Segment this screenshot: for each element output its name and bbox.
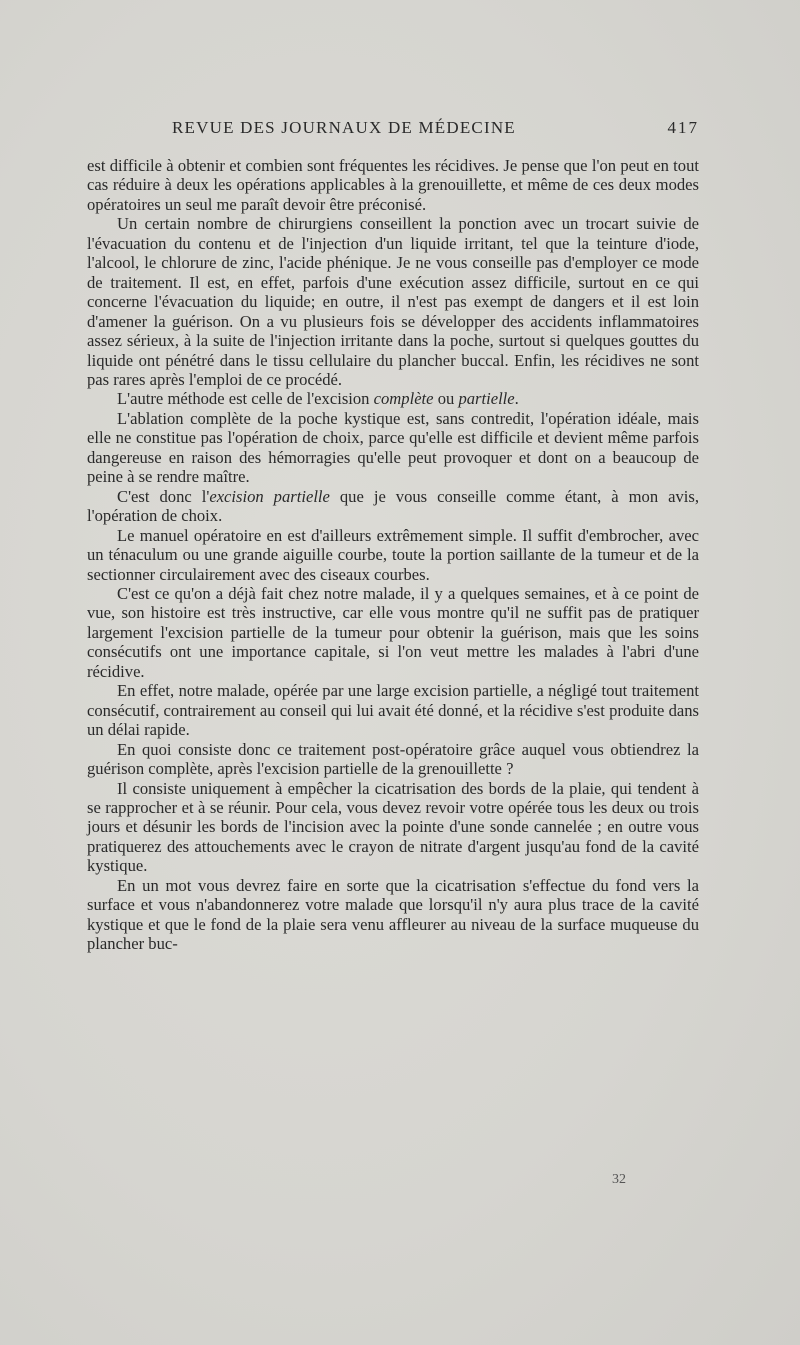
text-run: C'est donc l' [117, 486, 210, 506]
journal-title: REVUE DES JOURNAUX DE MÉDECINE [172, 118, 516, 137]
paragraph: Le manuel opératoire en est d'ailleurs extrêmement simple. Il suffit d'embrocher, avec un ténaculum ou une grande aiguille courbe, toute la portion saillante de la tumeur et de la sectionner circulairement avec des ciseaux courbes. [87, 525, 699, 584]
paragraph: En effet, notre malade, opérée par une large excision partielle, a négligé tout traitement consécutif, contrairement au conseil qui lui avait été donné, et la récidive s'est produite dans un délai rapide. [87, 681, 699, 740]
italic-term: partielle [458, 389, 515, 409]
page-number: 417 [667, 118, 699, 137]
paragraph [87, 389, 699, 408]
paragraph: L'ablation complète de la poche kystique est, sans contredit, l'opération idéale, mais elle ne constitue pas l'opération de choix, parce qu'elle est difficile et devient même parfois dangereuse en raison des hémorragies qu'elle peut provoquer et dont on a beaucoup de peine à se rendre maître. [87, 408, 699, 487]
article-body [87, 156, 699, 954]
paragraph [87, 487, 699, 526]
document-page [87, 118, 699, 954]
running-header [87, 118, 699, 152]
text-run: ou [433, 389, 459, 409]
paragraph: En un mot vous devrez faire en sorte que la cicatrisation s'effectue du fond vers la surface et vous n'abandonnerez votre malade que lorsqu'il n'y aura plus trace de la cavité kystique et que le fond de la plaie sera venu affleurer au niveau de la surface muqueuse du plancher buc- [87, 875, 699, 954]
paragraph: Un certain nombre de chirurgiens conseillent la ponction avec un trocart suivie de l'évacuation du contenu et de l'injection d'un liquide irritant, tel que la teinture d'iode, l'alcool, le chlorure de zinc, l'acide phénique. Je ne vous conseille pas d'employer ce mode de traitement. Il est, en effet, parfois d'une exécution assez difficile, surtout en ce qui concerne l'évacuation du liquide; en outre, il n'est pas exempt de dangers et il est loin d'amener la guérison. On a vu plusieurs fois se développer des accidents inflammatoires assez sérieux, à la suite de l'injection irritante dans la poche, surtout si quelques gouttes du liquide ont pénétré dans le tissu cellulaire du plancher buccal. Enfin, les récidives ne sont pas rares après l'emploi de ce procédé. [87, 214, 699, 389]
text-run: L'autre méthode est celle de l'excision [117, 389, 374, 409]
paragraph: est difficile à obtenir et combien sont fréquentes les récidives. Je pense que l'on peut en tout cas réduire à deux les opérations applicables à la grenouillette, et même de ces deux modes opératoires un seul me paraît devoir être préconisé. [87, 156, 699, 214]
text-run: que je vous conseille comme étant, à mon avis, l'opération de choix. [87, 486, 699, 526]
paragraph: En quoi consiste donc ce traitement post-opératoire grâce auquel vous obtiendrez la guérison complète, après l'excision partielle de la grenouillette ? [87, 739, 699, 779]
italic-term: excision partielle [209, 486, 330, 506]
italic-term: complète [373, 389, 434, 409]
signature-mark: 32 [612, 1172, 626, 1187]
paragraph: Il consiste uniquement à empêcher la cicatrisation des bords de la plaie, qui tendent à se rapprocher et à se réunir. Pour cela, vous devez revoir votre opérée tous les deux ou trois jours et désunir les bords de l'incision avec la pointe d'une sonde cannelée ; en outre vous pratiquerez des attouchements avec le crayon de nitrate d'argent jusqu'au fond de la cavité kystique. [87, 778, 699, 876]
paragraph: C'est ce qu'on a déjà fait chez notre malade, il y a quelques semaines, et à ce point de vue, son histoire est très instructive, car elle vous montre qu'il ne suffit pas de pratiquer largement l'excision partielle de la tumeur pour obtenir la guérison, mais que les soins consécutifs ont une importance capitale, si l'on veut mettre les malades à l'abri d'une récidive. [87, 583, 699, 681]
text-run: . [514, 389, 519, 409]
